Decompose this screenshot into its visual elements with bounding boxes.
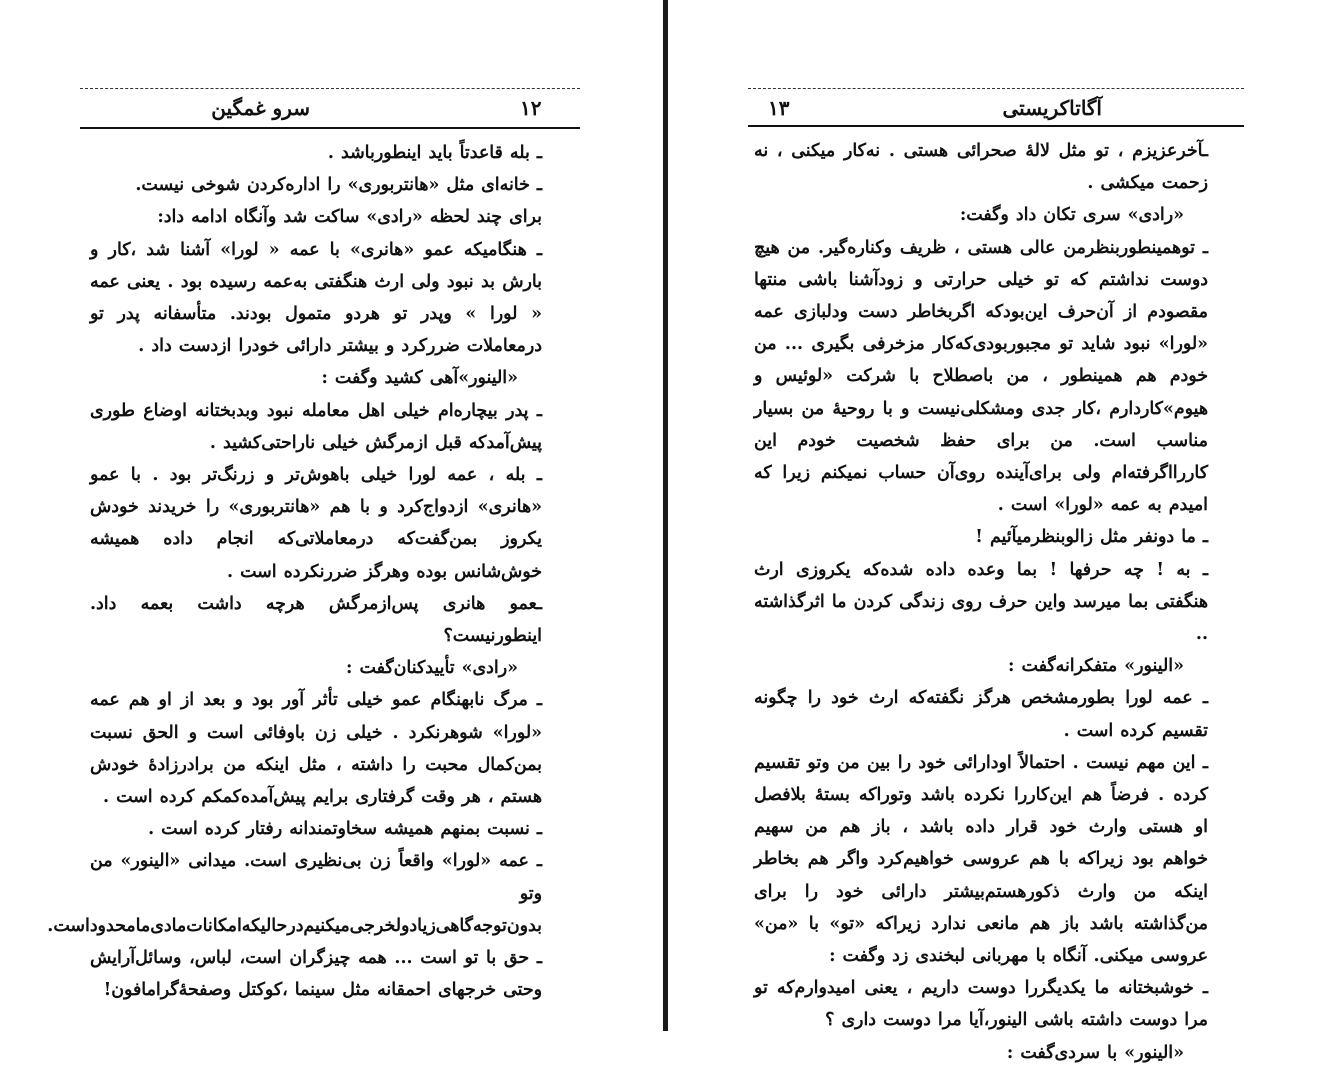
paragraph: ـ به ! چه حرفها ! بما وعده داده شده‌که یکروزی ارث هنگفتی بما میرسد واین حرف روی زندگی کردن ما اثرگذاشته .. <box>754 559 1208 645</box>
paragraph: ـ بله ، عمه لورا خیلی باهوش‌تر و زرنگ‌تر بود . با عمو «هانری» ازدواج‌کرد و با هم «هانتربوری» را خریدند خودش یکروز بمن‌گفت‌که درمعاملاتی‌که انجام داده همیشه خوش‌شانس بوده وهرگز ضررنکرده است . <box>90 465 542 582</box>
running-title: سرو غمگین <box>211 96 310 120</box>
paragraph: ـ مرگ نابهنگام عمو خیلی تأثر آور بود و بعد از او هم عمه «لورا» شوهرنکرد . خیلی زن باوفائی است و الحق نسبت بمن‌کمال محبت را داشته ، مثل اینکه من برادرزادهٔ خودش هستم ، هر وقت گرفتاری برایم پیش‌آمده‌کمکم کرده است . <box>90 690 542 808</box>
paragraph: ـ توهمینطوربنظرمن عالی هستی ، ظریف وکناره‌گیر. من هیچ دوست نداشتم که تو خیلی حرارتی و زودآشنا باشی منتها مقصودم از آن‌حرف این‌بودکه اگربخاطر دست ودلبازی عمه «لورا» نبود شاید تو مجبوربودی‌که‌کار مزخرفی بگیری ... من خودم هم همینطور ، من باصطلاح با شرکت «لوئیس و هیوم»کاردارم ،کار جدی ومشکلی‌نیست و با روحیهٔ من بسیار مناسب است. من برای حفظ شخصیت خودم این کاررااگرفته‌ام ولی برای‌آینده روی‌آن حساب نمیکنم زیرا که امیدم به عمه «لورا» است . <box>754 237 1208 516</box>
paragraph: ـ خانه‌ای مثل «هانتربوری» را اداره‌کردن شوخی نیست. <box>135 175 542 196</box>
left-page-body <box>47 137 578 1006</box>
header-bottom-rule <box>80 127 580 129</box>
header-bottom-rule <box>748 125 1244 127</box>
right-page-body <box>754 135 1244 1069</box>
right-page <box>668 0 1333 1063</box>
paragraph: ـ هنگامیکه عمو «هانری» با عمه « لورا» آشنا شد ،کار و بارش بد نبود ولی ارث هنگفتی به‌عمه رسیده بود . یعنی عمه « لورا » وپدر تو هردو متمول بودند. متأسفانه پدر تو درمعاملات ضررکرد و بیشتر دارائی خودرا ازدست داد . <box>90 239 542 357</box>
paragraph: «الینور»آهی کشید وگفت : <box>321 368 518 389</box>
page-number: ۱۳ <box>768 96 790 120</box>
paragraph: ـ عمه لورا بطورمشخص هرگز نگفته‌که ارث خود را چگونه تقسیم کرده است . <box>754 688 1208 741</box>
left-page-header <box>80 96 580 126</box>
paragraph: «رادی» سری تکان داد وگفت: <box>959 205 1184 226</box>
page-number: ۱۲ <box>520 96 542 120</box>
paragraph: ـ خوشبختانه ما یکدیگررا دوست داریم ، یعنی امیدوارم‌که تو مرا دوست داشته باشی الینور،آیا مرا دوست داری ؟ <box>754 978 1208 1031</box>
paragraph: ـ ما دونفر مثل زالوبنظرمیآئیم ! <box>975 527 1208 548</box>
paragraph: ـآخرعزیزم ، تو مثل لالهٔ صحرائی هستی . نه‌کار میکنی ، نه زحمت میکشی . <box>754 141 1208 194</box>
paragraph: ـ نسبت بمنهم همیشه سخاوتمندانه رفتار کرده است . <box>148 819 542 840</box>
paragraph: ـ بله قاعدتاً باید اینطورباشد . <box>327 143 542 163</box>
left-page <box>0 0 664 1031</box>
paragraph: ـ حق با تو است ... همه چیزگران است، لباس، وسائل‌آرایش وحتی خرجهای احمقانه مثل سینما ،کوکتل وصفحهٔ‌گرامافون! <box>90 948 542 1001</box>
paragraph: برای چند لحظه «رادی» ساکت شد وآنگاه ادامه داد: <box>157 207 542 228</box>
paragraph: ـعمو هانری پس‌ازمرگش هرچه داشت بعمه داد. اینطورنیست؟ <box>90 593 542 647</box>
header-top-rule <box>748 88 1244 89</box>
paragraph: «رادی» تأییدکنان‌گفت : <box>346 658 518 679</box>
paragraph: ـ پدر بیچاره‌ام خیلی اهل معامله نبود وبدبختانه اوضاع طوری پیش‌آمدکه قبل ازمرگش خیلی ناراحتی‌کشید . <box>90 400 542 453</box>
paragraph: «الینور» متفکرانه‌گفت : <box>1008 656 1184 677</box>
right-page-header <box>758 96 1242 126</box>
paragraph: «الینور» با سردی‌گفت : <box>1006 1042 1184 1063</box>
paragraph: ـ عمه «لورا» واقعاً زن بی‌نظیری است. میدانی «الینور» من وتو بدون‌توجه‌گاهی‌زیادولخرجی‌میکنیم‌درحالیکه‌امکانات‌مادی‌مامحدوداست. <box>47 851 542 936</box>
running-title: آگاتاکریستی <box>1002 96 1102 120</box>
header-top-rule <box>80 88 580 89</box>
paragraph: ـ این مهم نیست . احتمالاً اودارائی خود را بین من وتو تقسیم کرده . فرضاً هم این‌کاررا نکرده باشد وتوراکه بستهٔ بلافصل او هستی وارث خود قرار داده باشد ، باز هم من سهیم خواهم بود زیراکه با هم عروسی خواهیم‌کرد واگر هم بخاطر اینکه من وارث ذکورهستم‌بیشتر دارائی خود را برای من‌گذاشته باشد باز هم مانعی ندارد زیراکه «تو» با «من» عروسی میکنی. آنگاه با مهربانی لبخندی زد وگفت : <box>754 752 1208 967</box>
